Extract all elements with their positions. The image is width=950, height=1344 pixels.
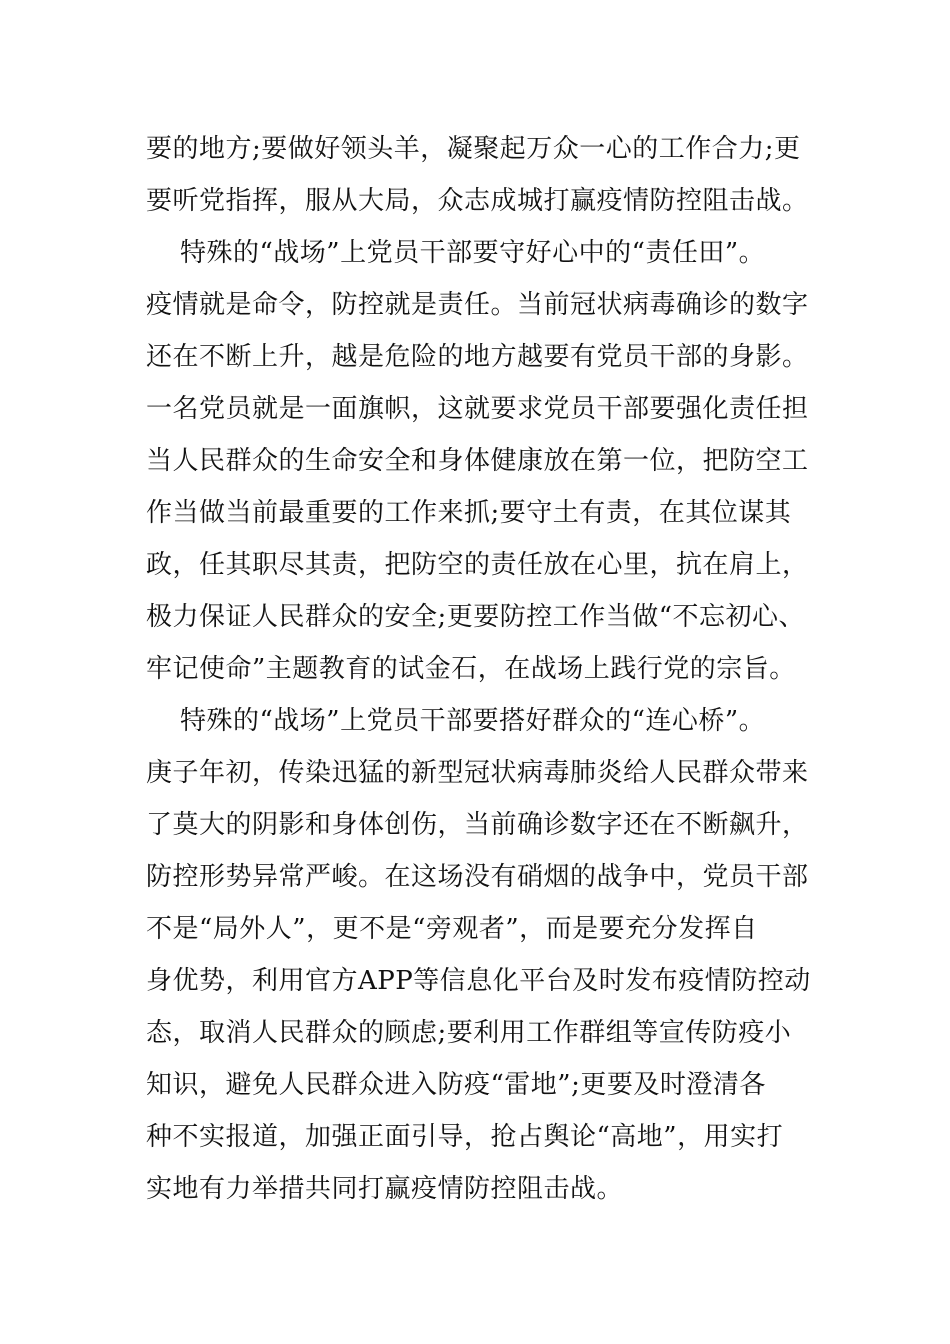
text-line: 了莫大的阴影和身体创伤，当前确诊数字还在不断飙升， [146,810,809,840]
text-line: 还在不断上升，越是危险的地方越要有党员干部的身影。 [146,342,809,372]
text-line: 疫情就是命令，防控就是责任。当前冠状病毒确诊的数字 [146,290,809,320]
text-line: 要的地方;要做好领头羊，凝聚起万众一心的工作合力;更 [146,134,801,164]
text-line: 身优势，利用官方APP等信息化平台及时发布疫情防控动 [146,966,811,996]
text-line: 实地有力举措共同打赢疫情防控阻击战。 [146,1174,624,1204]
text-line: 庚子年初，传染迅猛的新型冠状病毒肺炎给人民群众带来 [146,758,809,788]
text-line: 防控形势异常严峻。在这场没有硝烟的战争中，党员干部 [146,862,809,892]
text-line: 政，任其职尽其责，把防空的责任放在心里，抗在肩上， [146,550,809,580]
text-line: 一名党员就是一面旗帜，这就要求党员干部要强化责任担 [146,394,809,424]
text-line: 态，取消人民群众的顾虑;要利用工作群组等宣传防疫小 [146,1018,792,1048]
text-line: 极力保证人民群众的安全;更要防控工作当做“不忘初心、 [146,602,806,632]
text-line: 作当做当前最重要的工作来抓;要守土有责，在其位谋其 [146,498,792,528]
text-line: 当人民群众的生命安全和身体健康放在第一位，把防空工 [146,446,809,476]
paragraph-start-line: 特殊的“战场”上党员干部要搭好群众的“连心桥”。 [180,706,766,736]
paragraph-start-line: 特殊的“战场”上党员干部要守好心中的“责任田”。 [180,238,766,268]
text-line: 种不实报道，加强正面引导，抢占舆论“高地”，用实打 [146,1122,784,1152]
text-line: 不是“局外人”，更不是“旁观者”，而是要充分发挥自 [146,914,758,944]
text-line: 牢记使命”主题教育的试金石，在战场上践行党的宗旨。 [146,654,796,684]
text-line: 知识，避免人民群众进入防疫“雷地”;更要及时澄清各 [146,1070,766,1100]
text-line: 要听党指挥，服从大局，众志成城打赢疫情防控阻击战。 [146,186,809,216]
